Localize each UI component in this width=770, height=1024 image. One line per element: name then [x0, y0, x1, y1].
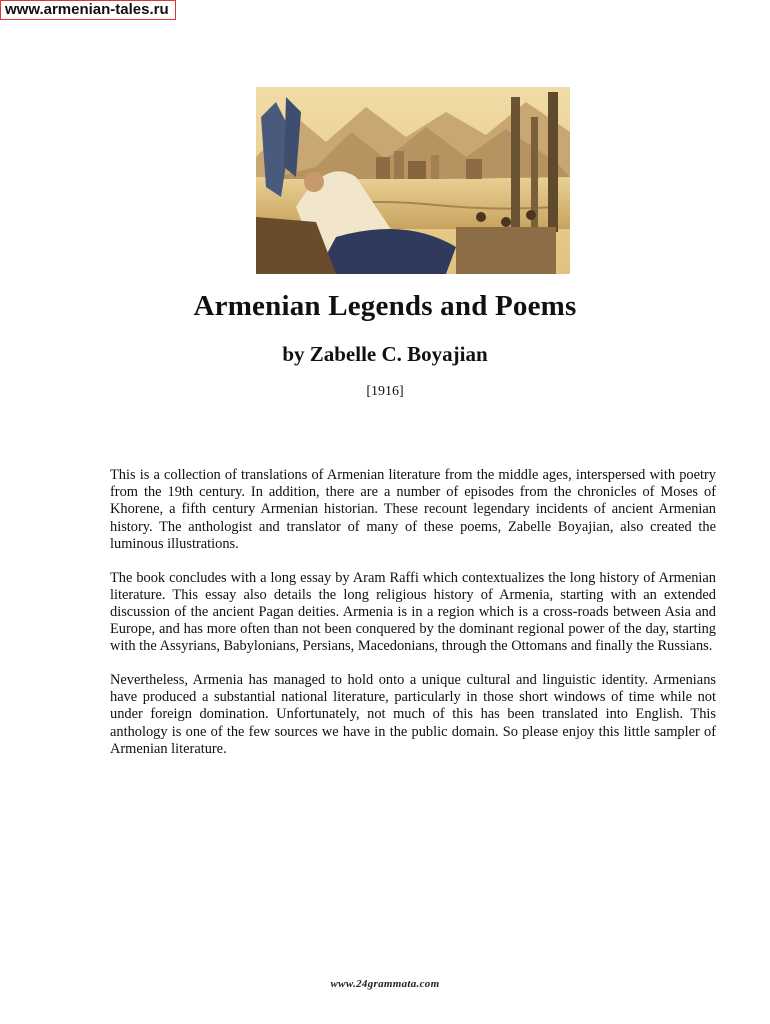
site-link[interactable]: www.armenian-tales.ru: [0, 0, 176, 20]
footer-watermark: www.24grammata.com: [330, 978, 440, 990]
author-byline: by Zabelle C. Boyajian: [282, 342, 488, 366]
paragraph: The book concludes with a long essay by Aram Raffi which contextualizes the long history of Armenian literature. This essay also details the long religious history of Armenia, starting with an extended discussion of the ancient Pagan deities. Armenia is in a region which is a cross-roads between Asia and Europe, and has more often than not been conquered by the dominant regional power of the day, starting with the Assyrians, Babylonians, Persians, Macedonians, through the Ottomans and finally the Russians.: [110, 569, 716, 655]
publication-year: [1916]: [366, 384, 404, 399]
paragraph: This is a collection of translations of Armenian literature from the middle ages, interspersed with poetry from the 19th century. In addition, there are a number of episodes from the chronicles of Moses of Khorene, a fifth century Armenian historian. These recount legendary incidents of ancient Armenian history. The anthologist and translator of many of these poems, Zabelle Boyajian, also created the luminous illustrations.: [110, 467, 716, 552]
document-title: Armenian Legends and Poems: [193, 290, 577, 322]
paragraph: Nevertheless, Armenia has managed to hold onto a unique cultural and linguistic identity. Armenians have produced a substantial national literature, particularly in those short windows of time while not under foreign domination. Unfortunately, not much of this has been translated into English. This anthology is one of the few sources we have in the public domain. So please enjoy this little sampler of Armenian literature.: [110, 672, 716, 757]
cover-illustration: [256, 87, 570, 274]
intro-text: [110, 467, 716, 775]
